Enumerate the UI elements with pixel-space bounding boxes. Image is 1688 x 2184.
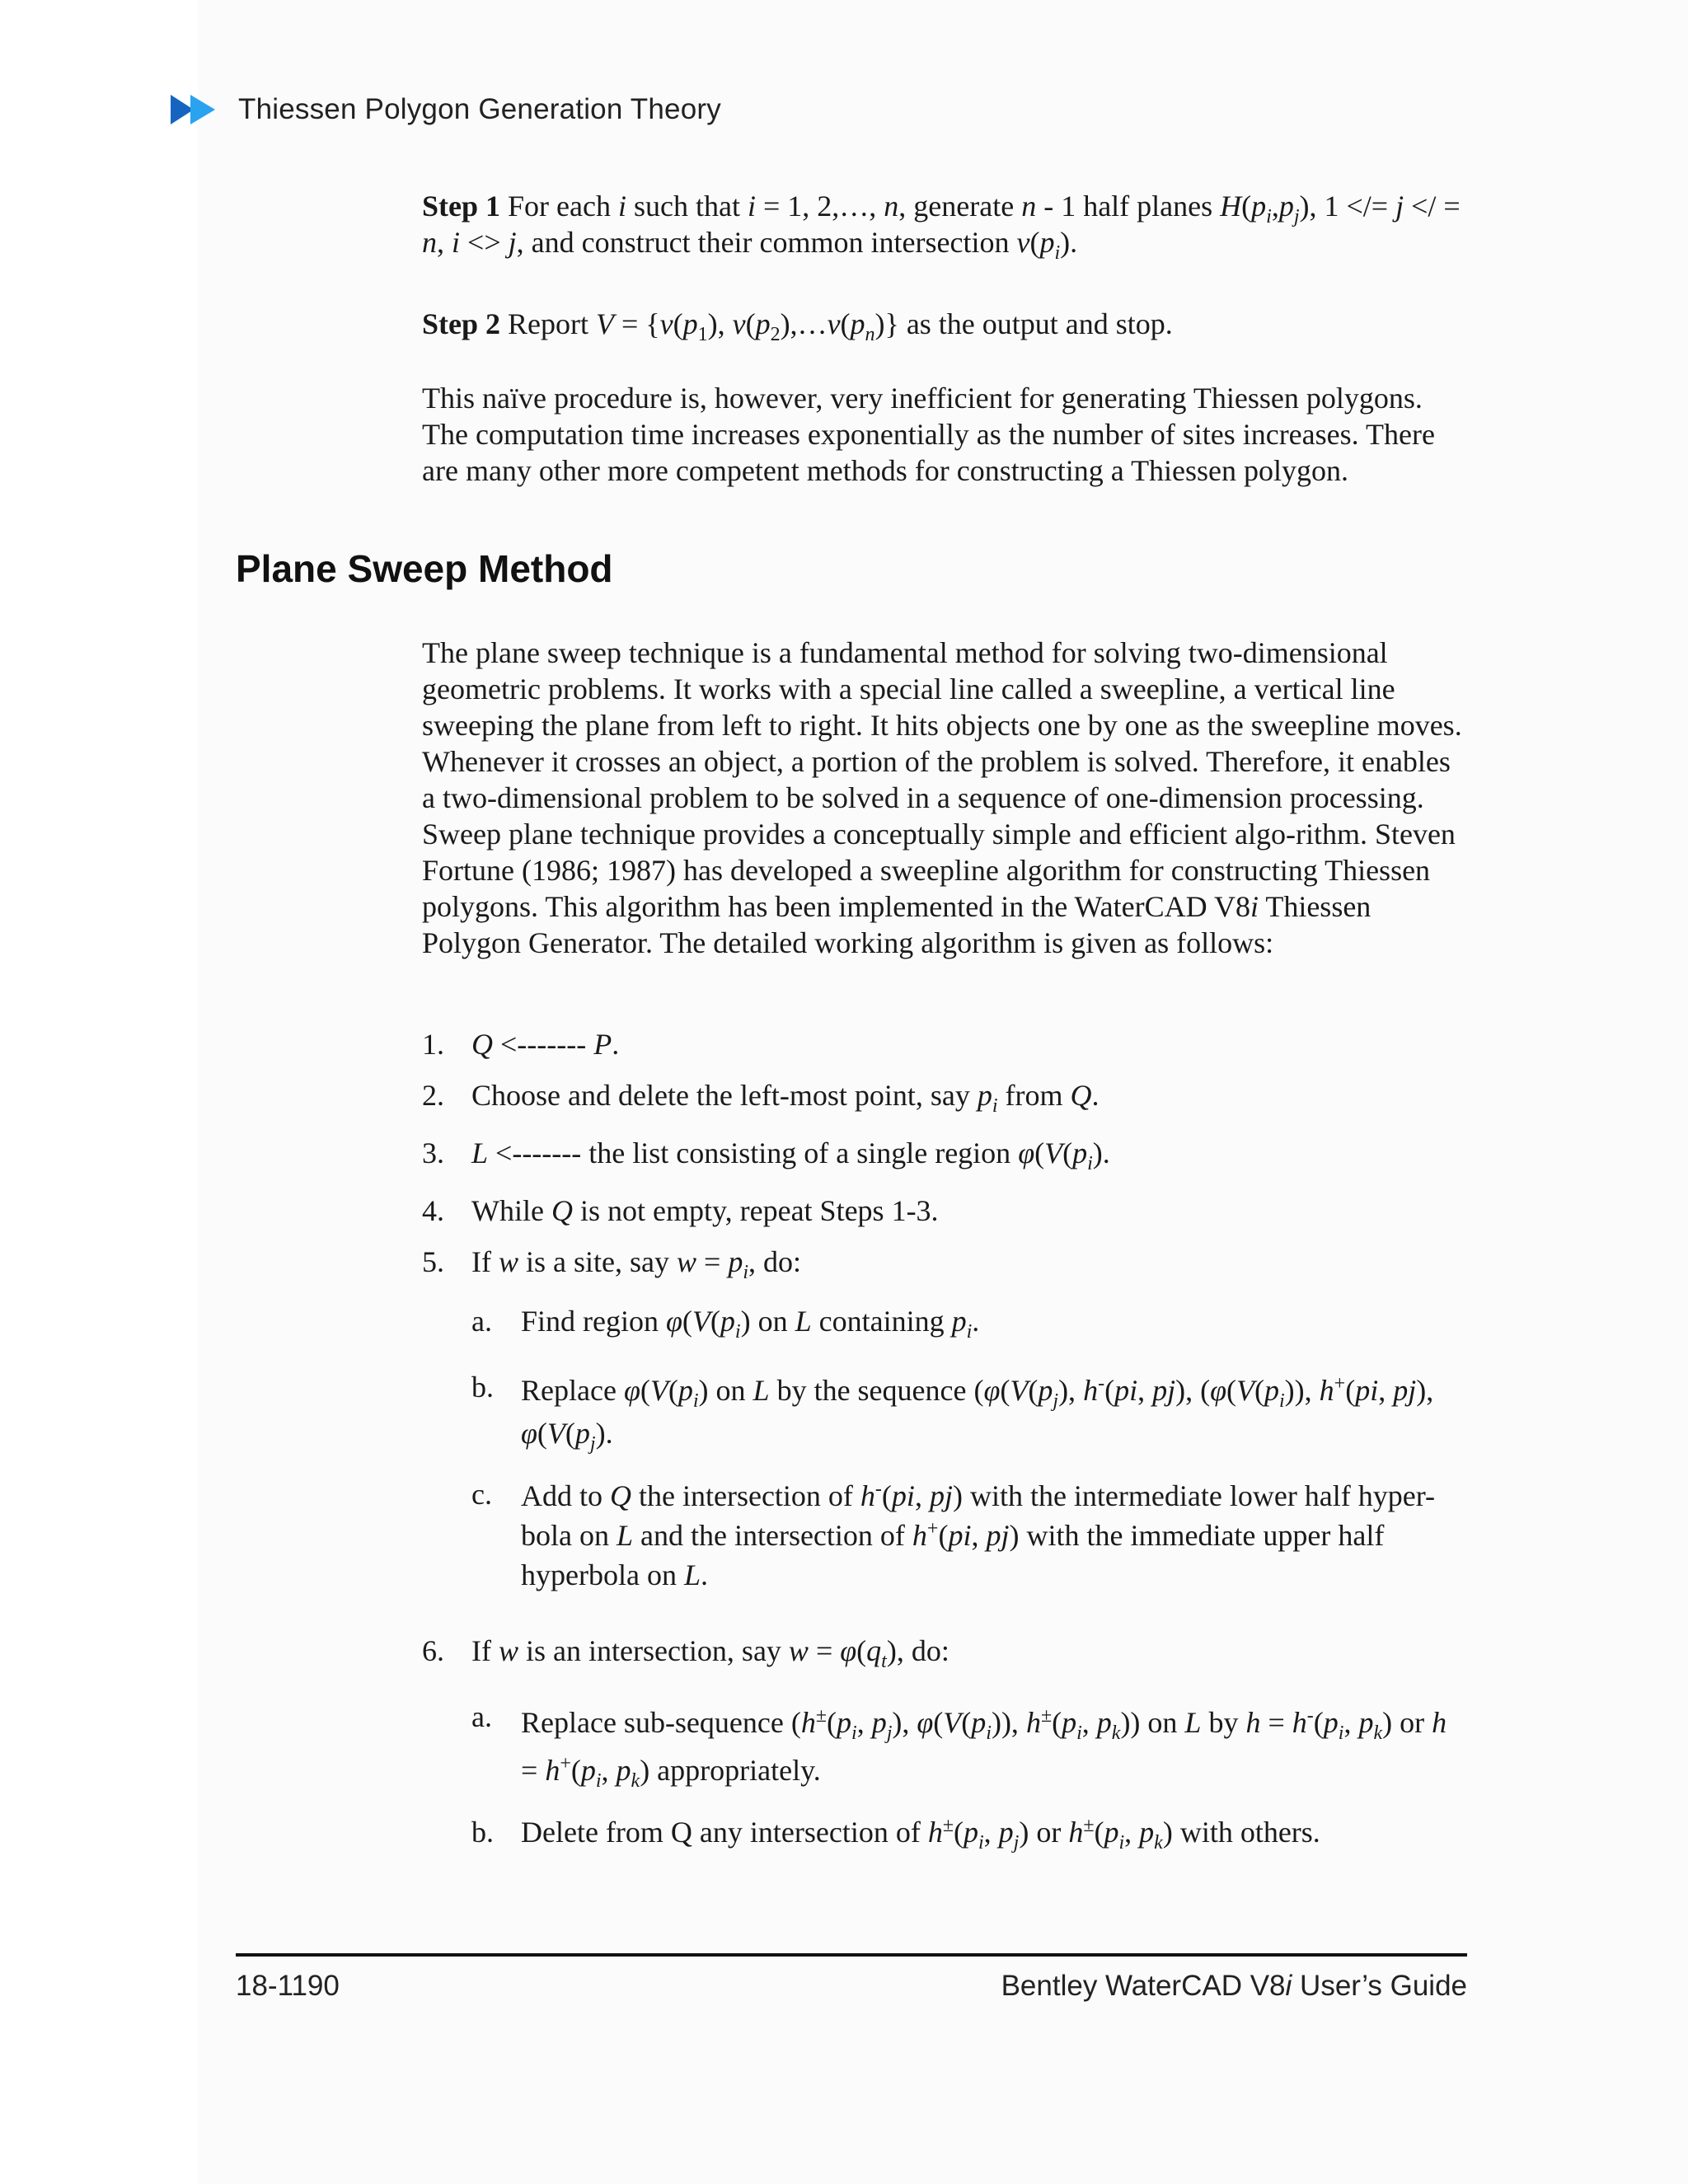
page-number: 18-1190 (236, 1970, 340, 2002)
page-header (169, 89, 721, 130)
header-title: Thiessen Polygon Generation Theory (238, 93, 721, 125)
footer-divider (236, 1953, 1467, 1957)
section-heading: Plane Sweep Method (236, 547, 613, 590)
double-chevron-right-icon (169, 91, 222, 128)
intro-paragraph: This naïve procedure is, however, very inefficient for generating Thiessen polygons. The computation time increases exponentially as the number of sites increases. There are many other more competent methods for constructing a Thiessen polygon. (422, 382, 1435, 487)
step-2-label: Step 2 (422, 307, 501, 340)
plane-sweep-paragraph: The plane sweep technique is a fundamental method for solving two-dimensional geometric problems. It works with a special line called a sweepline, a vertical line sweeping the plane from left to right. It hits objects one by one as the sweepline moves. Whenever it crosses an object, a portion of the problem is solved. Therefore, it enables a two-dimensional problem to be solved in a sequence of one-dimension processing. Sweep plane technique provides a conceptually simple and efficient algo-rithm. Steven Fortune (1986; 1987) has developed a sweepline algorithm for constructing Thiessen polygons. This algorithm has been implemented in the WaterCAD V8i Thiessen Polygon Generator. The detailed working algorithm is given as follows: (422, 636, 1462, 959)
guide-title: Bentley WaterCAD V8i User’s Guide (1001, 1970, 1467, 2002)
step-1-label: Step 1 (422, 190, 501, 223)
step-2-paragraph: Step 2 Report $V = \{v(p_1)$, $v(p_2),\dots v(p_n)$} as the output and stop. (422, 307, 1173, 346)
step-1-paragraph: Step 1 For each i such that i = 1, 2,…, n, generate n - 1 half planes $H(p_i,p_j)$, 1 </= j </ = n, i <> j, and construct their common intersection $v(p_i)$. (422, 190, 1461, 265)
